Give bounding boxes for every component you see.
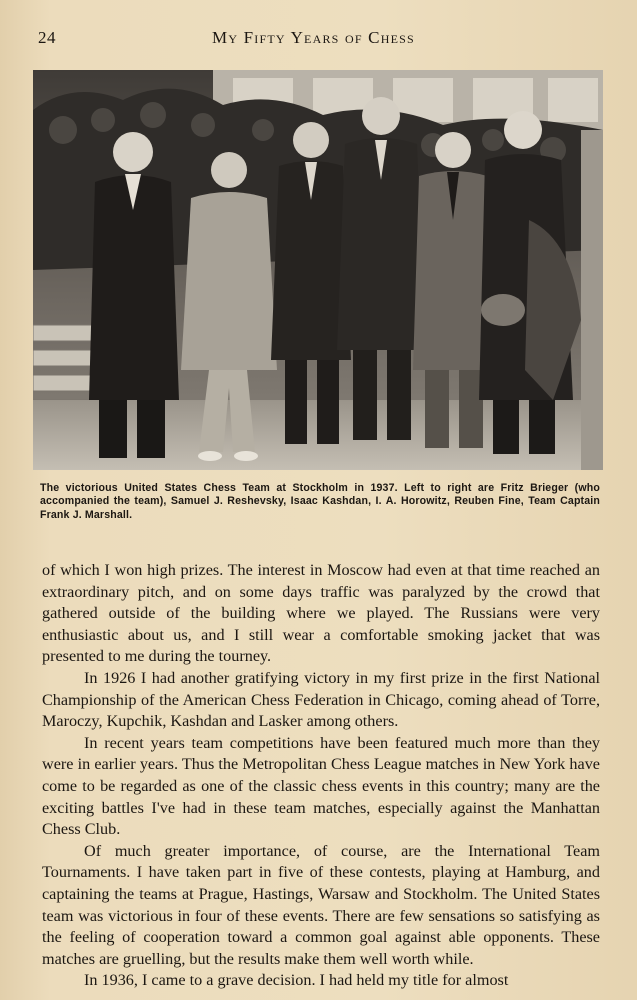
running-title: My Fifty Years of Chess [212, 28, 415, 47]
team-photograph [33, 70, 603, 470]
team-photo-image [33, 70, 603, 470]
paragraph: In 1926 I had another gratifying victory in my first prize in the first National Championship of the American Chess Federation in Chicago, coming ahead of Torre, Maroczy, Kupchik, Kashdan and Lasker among others. [42, 668, 600, 731]
page-header [32, 28, 605, 52]
page-number: 24 [38, 28, 56, 47]
paragraph: In recent years team competitions have been featured much more than they were in earlier years. Thus the Metropolitan Chess League matches in New York have come to be regarded as one of the classic chess events in this country; many are the exciting battles I've had in these team matches, especially against the Manhattan Chess Club. [42, 733, 600, 839]
paragraph: Of much greater importance, of course, are the International Team Tournaments. I have taken part in five of these contests, playing at Hamburg, and captaining the teams at Prague, Hastings, Warsaw and Stockholm. The United States team was victorious in four of these events. There are few sensations so satisfying as the feeling of cooperation toward a common goal against able opponents. These matches are gruelling, but the results make them well worth while. [42, 841, 600, 968]
photo-caption: The victorious United States Chess Team at Stockholm in 1937. Left to right are Fritz Brieger (who accompanied the team), Samuel J. Reshevsky, Isaac Kashdan, I. A. Horowitz, Reuben Fine, Team Captain Frank J. Marshall. [40, 482, 600, 521]
paragraph: of which I won high prizes. The interest in Moscow had even at that time reached an extraordinary pitch, and on some days traffic was paralyzed by the crowd that gathered outside of the building where we played. The Russians were very enthusiastic about us, and I still wear a comfortable smoking jacket that was presented to me during the tourney. [42, 561, 600, 666]
paragraph: In 1936, I came to a grave decision. I had held my title for almost [84, 971, 509, 990]
body-text [42, 560, 600, 992]
